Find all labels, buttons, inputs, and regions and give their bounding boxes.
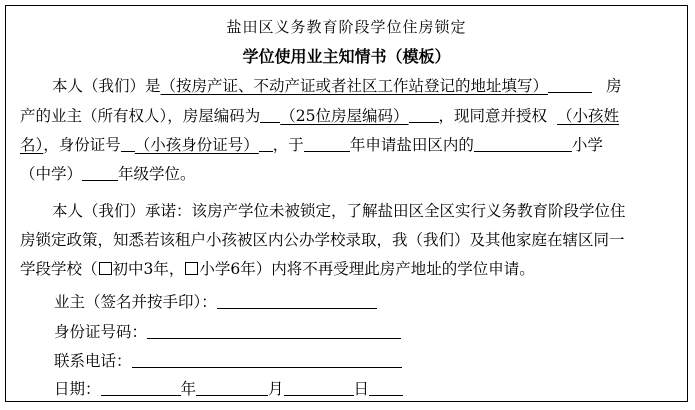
school-field[interactable] xyxy=(474,136,572,152)
id-number-field[interactable] xyxy=(147,323,401,339)
para1-line2: 产的业主（所有权人），房屋编码为 （25位房屋编码） ，现同意并授权 （小孩姓 xyxy=(20,107,620,125)
child-name-field[interactable]: （小孩姓 xyxy=(557,107,620,125)
house-code-field[interactable]: （25位房屋编码） xyxy=(280,107,409,125)
date-day-field[interactable] xyxy=(284,380,354,396)
phone-field[interactable] xyxy=(132,352,402,368)
date-year-field[interactable] xyxy=(101,380,181,396)
para2-line2: 房锁定政策，知悉若该租户小孩被区内公办学校录取，我（我们）及其他家庭在辖区同一 xyxy=(20,231,625,249)
child-id-field[interactable]: （小孩身份证号） xyxy=(134,136,259,154)
para1-line1: 本人（我们）是（按房产证、不动产证或者社区工作站登记的地址填写） 房 xyxy=(52,77,622,95)
doc-subtitle: 学位使用业主知情书（模板） xyxy=(242,47,451,66)
para2-line3: 学段学校（ 初中3年， 小学6年）内将不再受理此房产地址的学位申请。 xyxy=(20,260,535,278)
phone-row: 联系电话： xyxy=(54,349,677,371)
id-row: 身份证号码： xyxy=(54,320,677,342)
para1-line3: 名），身份证号 （小孩身份证号） ，于 年申请盐田区内的 小学 xyxy=(20,136,603,154)
junior-checkbox[interactable] xyxy=(99,262,112,275)
para2-line1: 本人（我们）承诺：该房产学位未被锁定，了解盐田区全区实行义务教育阶段学位住 xyxy=(52,202,626,220)
date-row: 日期： 年 月 日 xyxy=(54,377,677,399)
primary-checkbox[interactable] xyxy=(185,262,198,275)
notice-frame xyxy=(5,5,688,402)
owner-row: 业主（签名并按手印）： xyxy=(54,290,677,312)
year-apply-field[interactable] xyxy=(304,136,350,152)
owner-signature-field[interactable] xyxy=(217,293,377,309)
address-field[interactable]: （按房产证、不动产证或者社区工作站登记的地址填写） xyxy=(160,77,549,95)
grade-field[interactable] xyxy=(82,165,118,181)
date-month-field[interactable] xyxy=(196,380,268,396)
doc-title: 盐田区义务教育阶段学位住房锁定 xyxy=(226,18,467,36)
para1-line4: （中学） 年级学位。 xyxy=(20,165,196,183)
